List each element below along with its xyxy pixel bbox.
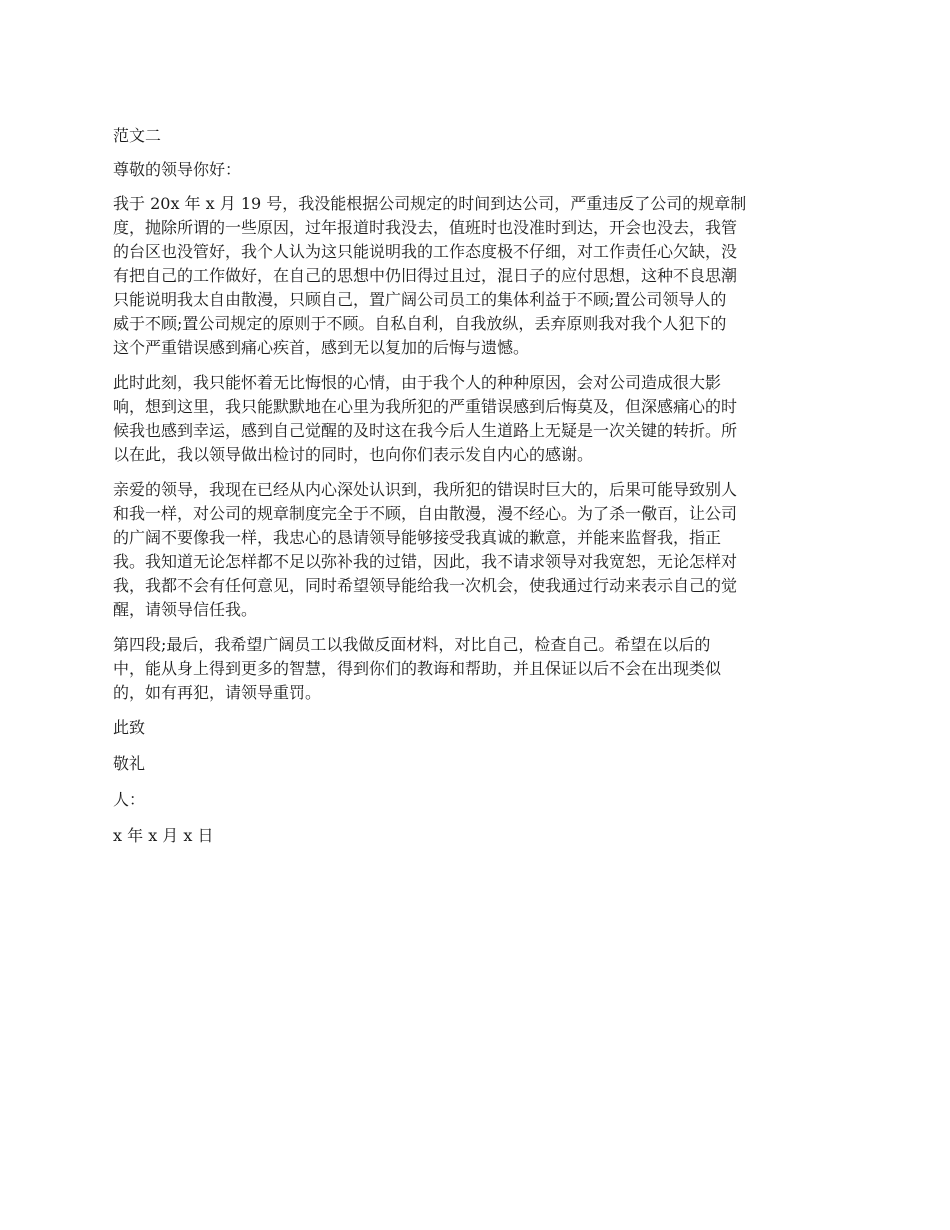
signature-line: 人：	[113, 790, 146, 809]
paragraph-4	[113, 633, 841, 705]
paragraph-line: 我于 20x 年 x 月 19 号，我没能根据公司规定的时间到达公司，严重违反了公司的规章制	[113, 194, 747, 213]
paragraph-line: 以在此，我以领导做出检讨的同时，也向你们表示发自内心的感谢。	[113, 445, 594, 464]
salutation: 尊敬的领导你好：	[113, 160, 242, 179]
paragraph-line: 中，能从身上得到更多的智慧，得到你们的教诲和帮助，并且保证以后不会在出现类似	[113, 659, 722, 678]
closing-greeting: 此致	[113, 718, 146, 737]
paragraph-line: 醒，请领导信任我。	[113, 600, 258, 619]
paragraph-line: 的广阔不要像我一样，我忠心的恳请领导能够接受我真诚的歉意，并能来监督我，指正	[113, 528, 722, 547]
paragraph-line: 亲爱的领导，我现在已经从内心深处认识到，我所犯的错误时巨大的，后果可能导致别人	[113, 480, 738, 499]
paragraph-3	[113, 478, 841, 622]
paragraph-line: 我。我知道无论怎样都不足以弥补我的过错，因此，我不请求领导对我宽恕，无论怎样对	[113, 552, 738, 571]
paragraph-line: 我，我都不会有任何意见，同时希望领导能给我一次机会，使我通过行动来表示自己的觉	[113, 576, 738, 595]
paragraph-line: 只能说明我太自由散漫，只顾自己，置广阔公司员工的集体利益于不顾;置公司领导人的	[113, 290, 727, 309]
date-line: x 年 x 月 x 日	[113, 826, 214, 845]
paragraph-line: 第四段;最后，我希望广阔员工以我做反面材料，对比自己，检查自己。希望在以后的	[113, 635, 711, 654]
paragraph-1	[113, 192, 841, 360]
paragraph-line: 有把自己的工作做好，在自己的思想中仍旧得过且过，混日子的应付思想，这种不良思潮	[113, 266, 738, 285]
closing-salute: 敬礼	[113, 754, 146, 773]
paragraph-line: 这个严重错误感到痛心疾首，感到无以复加的后悔与遗憾。	[113, 338, 530, 357]
paragraph-line: 和我一样，对公司的规章制度完全于不顾，自由散漫，漫不经心。为了杀一儆百，让公司	[113, 504, 738, 523]
paragraph-line: 候我也感到幸运，感到自己觉醒的及时这在我今后人生道路上无疑是一次关键的转折。所	[113, 421, 738, 440]
paragraph-line: 威于不顾;置公司规定的原则于不顾。自私自利，自我放纵，丢弃原则我对我个人犯下的	[113, 314, 727, 333]
paragraph-line: 响，想到这里，我只能默默地在心里为我所犯的严重错误感到后悔莫及，但深感痛心的时	[113, 397, 738, 416]
paragraph-line: 此时此刻，我只能怀着无比悔恨的心情，由于我个人的种种原因，会对公司造成很大影	[113, 373, 722, 392]
document-heading: 范文二	[113, 126, 162, 145]
paragraph-line: 度，抛除所谓的一些原因，过年报道时我没去，值班时也没准时到达，开会也没去，我管	[113, 218, 738, 237]
paragraph-line: 的，如有再犯，请领导重罚。	[113, 683, 322, 702]
paragraph-line: 的台区也没管好，我个人认为这只能说明我的工作态度极不仔细，对工作责任心欠缺，没	[113, 242, 738, 261]
letter-document	[113, 124, 841, 860]
paragraph-2	[113, 371, 841, 467]
